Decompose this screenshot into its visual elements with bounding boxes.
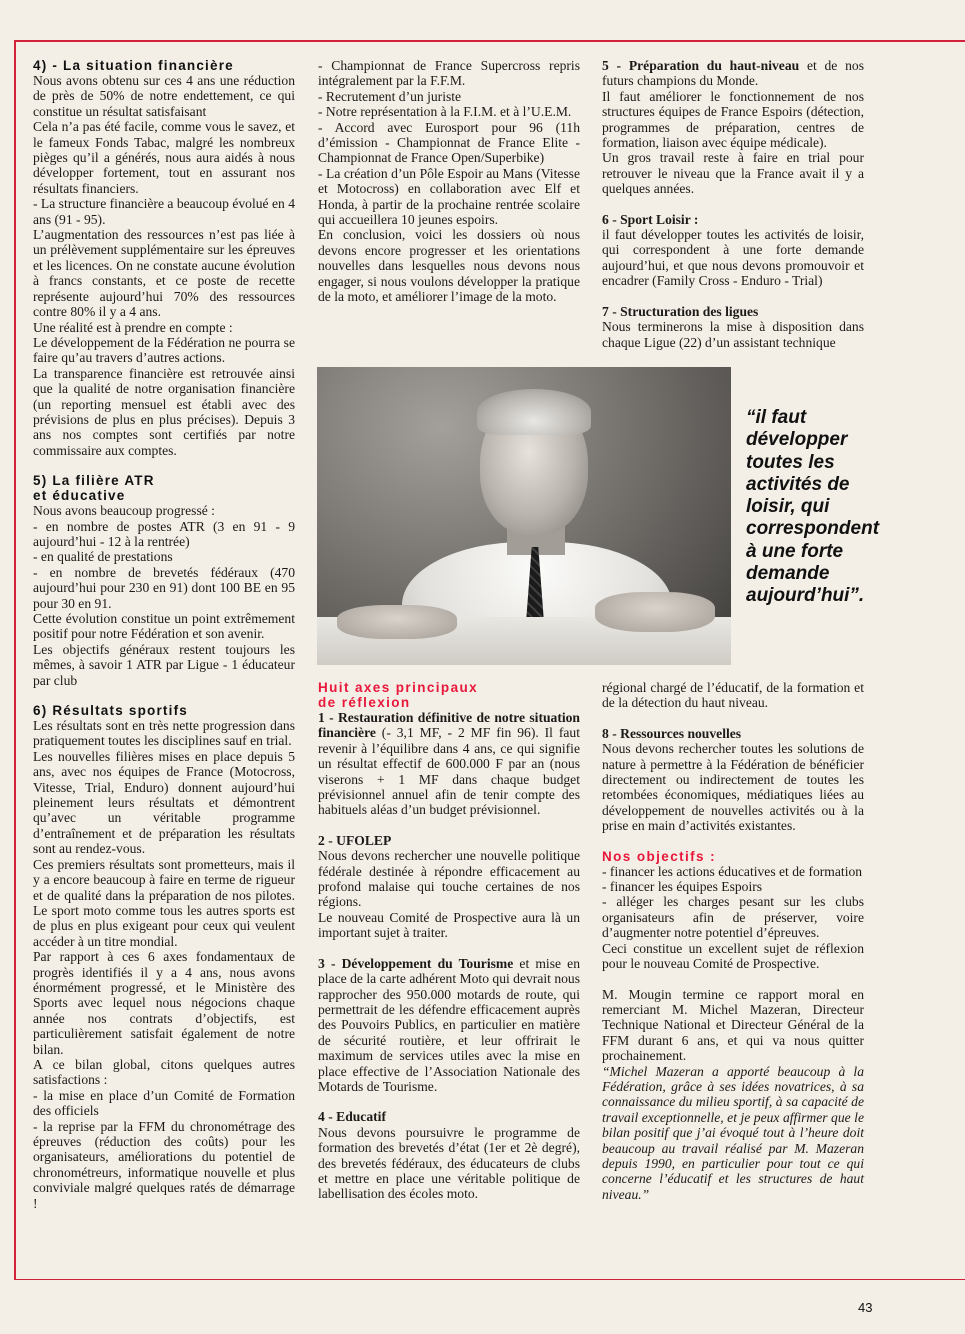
paragraph: Les résultats sont en très nette progression dans pratiquement toutes les disciplines sauf en trial. (33, 718, 295, 749)
paragraph: Le nouveau Comité de Prospective aura là un important sujet à traiter. (318, 909, 580, 941)
paragraph: il faut développer toutes les activités de loisir, qui correspondent à une forte demande aujourd’hui, et que nous devons promouvoir et encadrer (Family Cross - Enduro - Trial) (602, 227, 864, 289)
paragraph: - La structure financière a beaucoup évolué en 4 ans (91 - 95). (33, 196, 295, 227)
paragraph: Le développement de la Fédération ne pourra se faire qu’au travers d’autres actions. (33, 334, 295, 366)
paragraph: Nous avons beaucoup progressé : (33, 503, 215, 519)
paragraph: Nous avons obtenu sur ces 4 ans une réduction de près de 50% de notre endettement, ce qui constitue un résultat satisfaisant (33, 73, 295, 119)
heading-nos-objectifs: Nos objectifs : (602, 848, 717, 864)
axis-title: 8 - Ressources nouvelles (602, 725, 742, 741)
paragraph: La transparence financière est retrouvée ainsi que la qualité de notre organisation financière (un reporting mensuel est établi avec des prévisions de plus en plus précises). Depuis 3 ans nos comptes sont certifiés par notre commissaire aux comptes. (33, 365, 295, 458)
paragraph: régional chargé de l’éducatif, de la formation et de la détection du haut niveau. (602, 680, 864, 711)
paragraph: 1 - Restauration définitive de notre situation financière (- 3,1 MF, - 2 MF fin 96). Il faut revenir à l’équilibre dans 4 ans, ce qui signifie un résultat effectif de 600.000 F par an (nous viserons + 1 MF dans chaque budget prévisionnel annuel afin de tenir compte des habituels aléas d’un budget prévisionnel. (318, 710, 580, 818)
column-left (33, 58, 295, 1211)
heading-filiere-atr: 5) La filière ATR (33, 473, 155, 489)
portrait-photo (317, 367, 731, 665)
paragraph: - en nombre de postes ATR (3 en 91 - 9 aujourd’hui - 12 à la rentrée) (33, 518, 295, 549)
paragraph: - La création d’un Pôle Espoir au Mans (Vitesse et Motocross) en collaboration avec Elf et Honda, à partir de la prochaine rentrée scolaire qui accueillera 10 jeunes espoirs. (318, 165, 580, 228)
page-number: 43 (858, 1300, 873, 1315)
axis-title: 1 - Restauration définitive de notre situation financière (318, 710, 580, 741)
paragraph: Ces premiers résultats sont prometteurs, mais il y a encore beaucoup à faire en terme de rigueur et de qualité dans la préparation de nos pilotes. Le sport moto comme tous les autres sports est de plus en plus exigeant pour ceux qui veulent accéder à un titre mondial. (33, 856, 295, 949)
paragraph: Les objectifs généraux restent toujours les mêmes, à savoir 1 ATR par Ligue - 1 éducateur par club (33, 641, 295, 688)
paragraph: Nous devons poursuivre le programme de formation des brevetés d’état (1er et 2è degré), des brevetés fédéraux, des éducateurs de clubs et mettre en place une véritable politique de labellisation des écoles moto. (318, 1124, 580, 1202)
column-right-bottom (602, 680, 864, 1202)
paragraph: - financer les équipes Espoirs (602, 879, 763, 895)
paragraph: M. Mougin termine ce rapport moral en remerciant M. Michel Mazeran, Directeur Technique National et Directeur Général de la FFM durant 6 ans, et qui va nous quitter prochainement. (602, 986, 864, 1064)
paragraph: Les nouvelles filières mises en place depuis 5 ans, avec nos équipes de France (Motocross, Vitesse, Trial, Enduro) donnent aujourd’hui pleinement leurs résultats et démontrent qu’avec un véritable programme d’entraînement et de préparation les résultats sont au rendez-vous. (33, 748, 295, 857)
paragraph: Cette évolution constitue un point extrêmement positif pour notre Fédération et son avenir. (33, 611, 295, 642)
paragraph: Ceci constitue un excellent sujet de réflexion pour le nouveau Comité de Prospective. (602, 940, 864, 972)
paragraph: Nous devons rechercher une nouvelle politique fédérale destinée à répondre efficacement au profond malaise qui touche certaines de nos régions. (318, 848, 580, 910)
pull-quote: “il faut développer toutes les activités de loisir, qui correspondent à une forte demande aujourd’hui”. (746, 407, 880, 607)
paragraph: - en qualité de prestations (33, 549, 173, 565)
heading-resultats-sportifs: 6) Résultats sportifs (33, 703, 188, 719)
frame-top-rule (14, 40, 965, 42)
heading-huit-axes-line2: de réflexion (318, 695, 411, 710)
paragraph: 3 - Développement du Tourisme et mise en place de la carte adhérent Moto qui devrait nous rapprocher des 950.000 motards de route, qui permettrait de les défendre efficacement auprès des Pouvoirs Publics, en particulier en matière de sécurité routière, et leur offrirait le maximum de services utiles avec la mise en place effective de l’Association Nationale des Motards de Tourisme. (318, 955, 581, 1094)
frame-left-rule (14, 40, 16, 1280)
axis-title: 6 - Sport Loisir : (602, 211, 699, 227)
closing-quote: “Michel Mazeran a apporté beaucoup à la Fédération, grâce à ses idées novatrices, à sa connaissance du milieu sportif, à sa capacité de travail exceptionnelle, et je peux affirmer que le bilan positif que j’ai évoqué tout à l’heure doit beaucoup au travail réalisé par M. Mazeran depuis 1990, en particulier pour tout ce qui concerne l’éducatif et les structures de haut niveau.” (602, 1063, 864, 1202)
paragraph: - la reprise par la FFM du chronométrage des épreuves (réduction des coûts) pour les organisateurs, améliorations du potentiel de chronométreurs, informatique nouvelle et plus conviviale malgré quelques ratés de démarrage ! (33, 1118, 295, 1211)
paragraph: Nous terminerons la mise à disposition dans chaque Ligue (22) d’un assistant technique (602, 319, 864, 350)
heading-situation-financiere: 4) - La situation financière (33, 58, 234, 73)
axis-title: 2 - UFOLEP (318, 832, 392, 848)
axis-title: 3 - Développement du Tourisme (318, 955, 514, 971)
paragraph: Une réalité est à prendre en compte : (33, 319, 233, 335)
paragraph: - Championnat de France Supercross repris intégralement par la F.F.M. (318, 58, 580, 89)
column-middle-top (318, 58, 580, 305)
paragraph: - Notre représentation à la F.I.M. et à l’U.E.M. (318, 104, 572, 120)
frame-bottom-rule (14, 1279, 965, 1280)
paragraph: 5 - Préparation du haut-niveau et de nos futurs champions du Monde. (602, 58, 864, 89)
heading-huit-axes: Huit axes principaux (318, 680, 479, 695)
heading-filiere-atr-line2: et éducative (33, 488, 126, 504)
paragraph: A ce bilan global, citons quelques autres satisfactions : (33, 1056, 295, 1088)
paragraph: - Recrutement d’un juriste (318, 88, 462, 104)
paragraph: Il faut améliorer le fonctionnement de nos structures équipes de France Espoirs (détection, programmes de préparation, centres de formation, liaison avec équipe médicale). (602, 88, 864, 151)
axis-title: 4 - Educatif (318, 1109, 386, 1125)
column-middle-bottom (318, 680, 580, 1202)
paragraph: Cela n’a pas été facile, comme vous le savez, et le fameux Fonds Tabac, malgré les nombreux pièges qu’il a générés, nous aura aidés à nous développer fortement, tout en assurant nos résultats financiers. (33, 119, 295, 196)
paragraph: - alléger les charges pesant sur les clubs organisateurs afin de préserver, voire d’augmenter notre potentiel d’épreuves. (602, 894, 864, 941)
paragraph: - la mise en place d’un Comité de Formation des officiels (33, 1087, 295, 1119)
paragraph: Nous devons rechercher toutes les solutions de nature à permettre à la Fédération de bénéficier directement ou indirectement de toutes les retombées économiques, médiatiques liées au développement de nouvelles activités ou à la prise en main d’activités existantes. (602, 741, 864, 834)
paragraph: L’augmentation des ressources n’est pas liée à un prélèvement supplémentaire sur les épreuves et les licences. On ne constate aucune évolution à francs constants, et ce poste de recette représente aujourd’hui 70% des ressources contre 80% il y a 4 ans. (33, 227, 295, 320)
paragraph: - Accord avec Eurosport pour 96 (11h d’émission - Championnat de France Elite - Championnat de France Open/Superbike) (318, 119, 580, 166)
column-right-top (602, 58, 864, 350)
paragraph: En conclusion, voici les dossiers où nous devons encore progresser et les orientations nouvelles dans lesquelles nous devons nous engager, si nous voulons développer la pratique de la moto, et améliorer l’image de la moto. (318, 227, 580, 305)
axis-title: 5 - Préparation du haut-niveau (602, 58, 800, 73)
axis-title: 7 - Structuration des ligues (602, 303, 759, 319)
paragraph: - financer les actions éducatives et de formation (602, 863, 863, 879)
paragraph: - en nombre de brevetés fédéraux (470 aujourd’hui pour 230 en 91) dont 100 BE en 95 pour 30 en 91. (33, 564, 295, 611)
paragraph: Un gros travail reste à faire en trial pour retrouver le niveau que la France avait il y a quelques années. (602, 150, 864, 197)
paragraph: Par rapport à ces 6 axes fondamentaux de progrès identifiés il y a 4 ans, nous avons énormément progressé, et le Ministère des Sports avec lequel nous négocions chaque année nos contrats d’objectifs, est particulièrement satisfait également de notre bilan. (33, 949, 295, 1057)
